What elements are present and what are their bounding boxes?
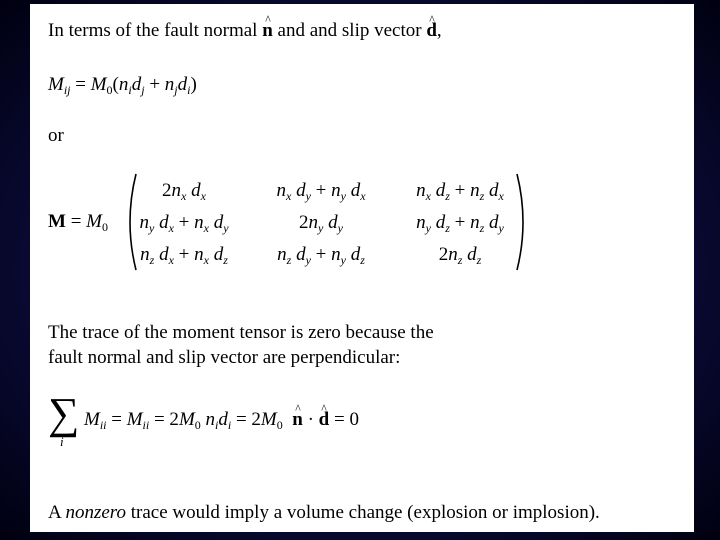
eq1-n-sub: i	[128, 83, 132, 97]
eq1-d2: d	[177, 74, 188, 95]
intro-line	[48, 20, 442, 42]
eq1-open-paren: (	[112, 74, 119, 95]
sum-index: i	[60, 434, 64, 449]
matrix-cell-r2-c2: $2n_y$ $d_y$	[299, 212, 343, 235]
matrix-left-bracket	[122, 172, 138, 272]
conclusion-line	[48, 502, 600, 524]
n-hat-symbol: ^ n	[262, 20, 273, 42]
trace-m0b-sub: 0	[276, 418, 283, 432]
trace-d: d	[218, 409, 228, 430]
eq1-plus: +	[144, 74, 165, 95]
matrix-cell-r3-c2: $n_z$ $d_y + n_y$ $d_z$	[277, 244, 365, 267]
trace-text-line2: fault normal and slip vector are perpendicular:	[48, 347, 401, 368]
trace-n-hat: ^ n	[292, 409, 303, 431]
matrix-cell-r1-c2: $n_x$ $d_y + n_y$ $d_x$	[276, 180, 366, 203]
matrix-cell-r2-c1: $n_y$ $d_x + n_x$ $d_y$	[139, 212, 229, 235]
matrix-lhs-symbol: M	[48, 211, 66, 232]
eq1-n2-sub: j	[174, 83, 178, 97]
eq1-close-paren: )	[190, 74, 197, 95]
or-text: or	[48, 125, 64, 146]
trace-m2-sub: ii	[142, 418, 150, 432]
matrix-cell-r3-c3: $2n_z$ $d_z$	[438, 244, 482, 267]
conclusion-suffix: trace would imply a volume change (explosion or implosion).	[125, 502, 600, 523]
trace-dot: ·	[302, 409, 319, 430]
intro-middle: and and slip vector	[272, 20, 427, 41]
matrix-m0-sub: 0	[101, 220, 108, 234]
matrix-cell-r1-c1: $2n_x$ $d_x$	[162, 180, 206, 203]
trace-d-sub: i	[227, 418, 232, 432]
conclusion-prefix: A	[48, 502, 66, 523]
eq1-m0: M	[90, 74, 107, 95]
trace-m: M	[84, 409, 100, 430]
trace-m0: M	[178, 409, 195, 430]
matrix-right-bracket	[515, 172, 531, 272]
trace-eq1: =	[106, 409, 127, 430]
trace-eq4: = 0	[329, 409, 359, 430]
trace-eq3: = 2	[231, 409, 261, 430]
eq1-d2-sub: i	[187, 83, 191, 97]
trace-m-sub: ii	[99, 418, 107, 432]
trace-m2: M	[126, 409, 143, 430]
matrix-lhs	[48, 211, 108, 233]
trace-n: n	[205, 409, 216, 430]
eq1-n: n	[118, 74, 129, 95]
eq1-d: d	[131, 74, 142, 95]
sum-symbol: ∑	[48, 389, 80, 438]
eq1-lhs-sub: ij	[63, 83, 71, 97]
trace-eq2: = 2	[149, 409, 179, 430]
conclusion-emphasis: nonzero	[65, 502, 126, 523]
trace-equation-body	[84, 409, 359, 431]
matrix-cell-r2-c3: $n_y$ $d_z + n_z$ $d_y$	[416, 212, 504, 235]
intro-prefix: In terms of the fault normal	[48, 20, 263, 41]
intro-suffix: ,	[436, 20, 442, 41]
trace-d-hat: ^ d	[319, 409, 330, 431]
eq1-n2: n	[164, 74, 175, 95]
matrix-m0: M	[86, 211, 102, 232]
matrix-cell-r1-c3: $n_x$ $d_z + n_z$ $d_x$	[416, 180, 504, 203]
matrix-cell-r3-c1: $n_z$ $d_x + n_x$ $d_z$	[140, 244, 228, 267]
eq1-d-sub: j	[141, 83, 145, 97]
slide	[30, 4, 694, 532]
trace-m0-sub: 0	[194, 418, 201, 432]
moment-tensor-equation	[48, 74, 197, 96]
trace-n-sub: i	[215, 418, 219, 432]
trace-m0b: M	[260, 409, 277, 430]
trace-text-line1: The trace of the moment tensor is zero because the	[48, 322, 434, 343]
eq1-m0-sub: 0	[106, 83, 113, 97]
d-hat-symbol: ^ d	[426, 20, 437, 42]
eq1-equals: =	[70, 74, 91, 95]
eq1-lhs: M	[48, 74, 64, 95]
matrix-equals: =	[65, 211, 87, 232]
